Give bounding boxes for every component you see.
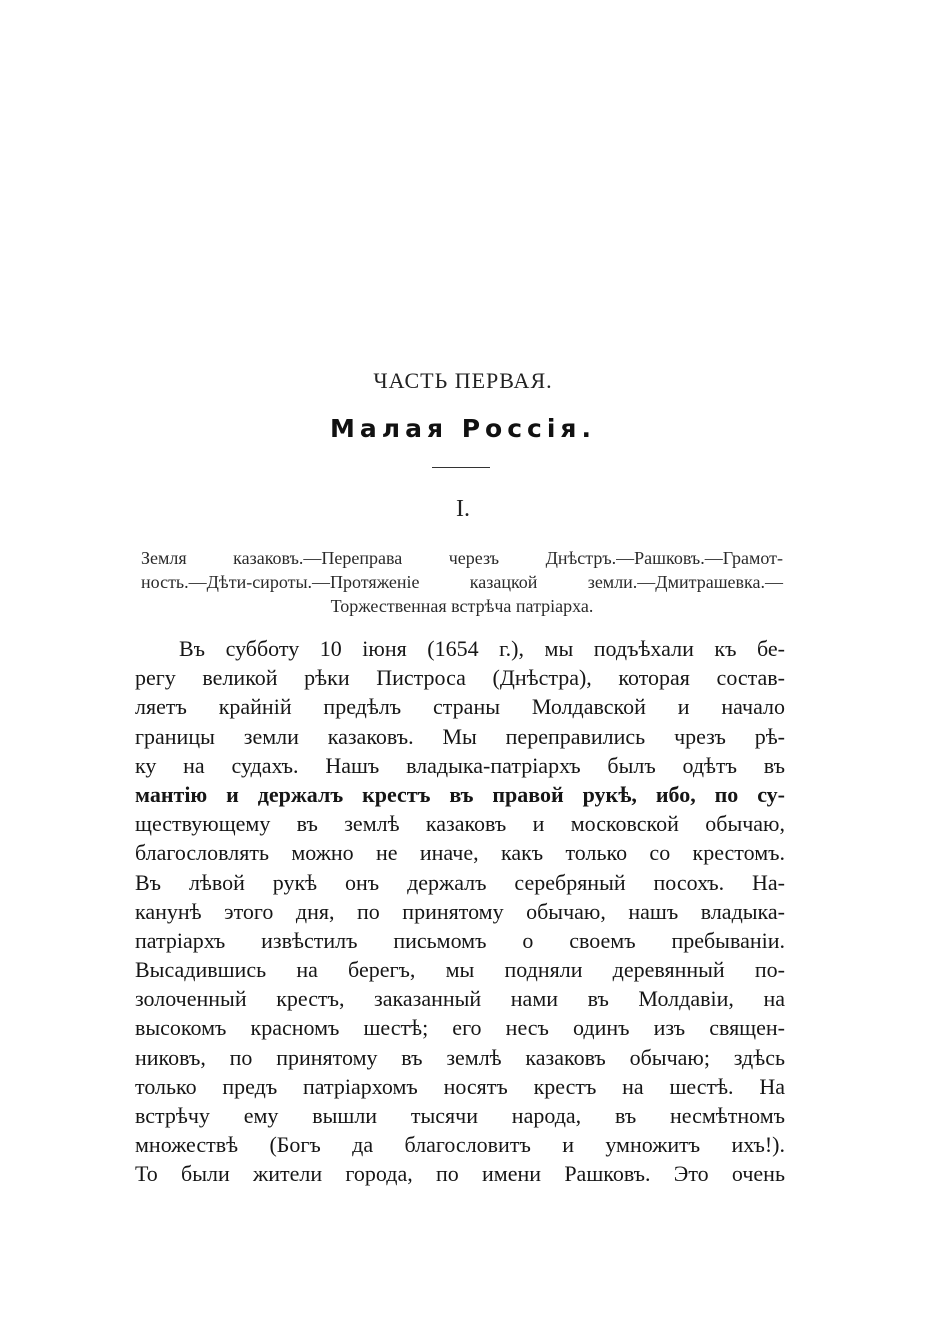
body-line: Высадившись на берегъ, мы подняли деревянный по- (135, 957, 785, 983)
body-paragraph (135, 634, 785, 1189)
summary-line: ность.—Дѣти-сироты.—Протяженіе казацкой земли.—Дмитрашевка.— (141, 572, 783, 592)
part-title: ЧАСТЬ ПЕРВАЯ. (373, 368, 553, 393)
body-line: золоченный крестъ, заказанный нами въ Молдавіи, на (135, 986, 785, 1012)
summary-line: Торжественная встрѣча патріарха. (330, 596, 594, 616)
body-line: встрѣчу ему вышли тысячи народа, въ несмѣтномъ (135, 1103, 785, 1128)
summary-line: Земля казаковъ.—Переправа черезъ Днѣстръ.—Рашковъ.—Грамот- (141, 548, 783, 568)
body-line: никовъ, по принятому въ землѣ казаковъ обычаю; здѣсь (135, 1044, 785, 1070)
chapter-summary (141, 546, 783, 618)
body-line: То были жители города, по имени Рашковъ. Это очень (135, 1161, 785, 1187)
body-line: патріархъ извѣстилъ письмомъ о своемъ пребываніи. (135, 927, 785, 953)
body-line: благословлять можно не иначе, какъ только со крестомъ. (135, 840, 785, 866)
body-line: множествѣ (Богъ да благословитъ и умножитъ ихъ!). (135, 1132, 785, 1158)
body-line: ляетъ крайній предѣлъ страны Молдавской и начало (135, 694, 785, 720)
body-line: ку на судахъ. Нашъ владыка-патріархъ былъ одѣтъ въ (135, 752, 785, 778)
body-line: Въ лѣвой рукѣ онъ держалъ серебряный посохъ. На- (135, 869, 785, 895)
body-line: только предъ патріархомъ носятъ крестъ на шестѣ. На (135, 1073, 785, 1099)
body-line: высокомъ красномъ шестѣ; его несъ одинъ изъ священ- (135, 1015, 785, 1041)
decorative-rule (432, 467, 490, 468)
section-number: I. (456, 496, 470, 522)
body-line: ществующему въ землѣ казаковъ и московской обычаю, (135, 811, 785, 837)
body-line: Въ субботу 10 іюня (1654 г.), мы подъѣхали къ бе- (179, 636, 785, 661)
chapter-title: Малая Россія. (330, 414, 596, 443)
body-line: регу великой рѣки Пистроса (Днѣстра), которая состав- (135, 665, 785, 691)
body-line: границы земли казаковъ. Мы переправились чрезъ рѣ- (135, 723, 785, 749)
body-line: мантію и держалъ крестъ въ правой рукѣ, ибо, по су- (135, 781, 785, 807)
body-line: канунѣ этого дня, по принятому обычаю, нашъ владыка- (135, 898, 785, 924)
